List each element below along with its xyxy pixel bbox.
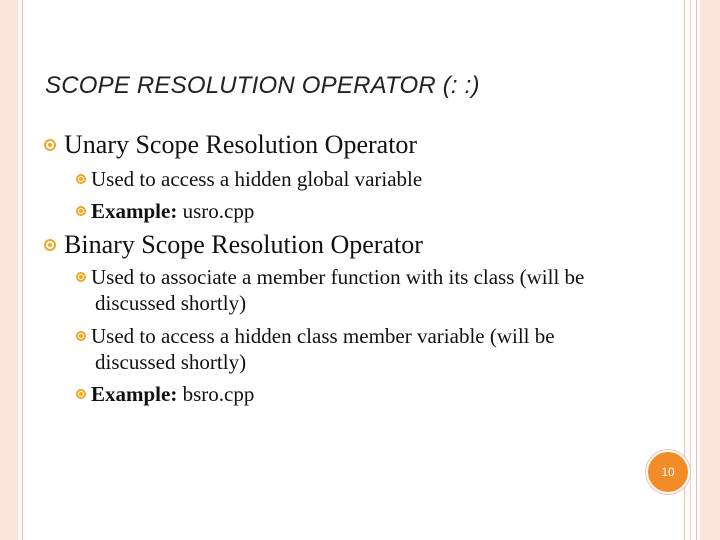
list-item xyxy=(76,264,635,316)
section-heading-text: Unary Scope Resolution Operator xyxy=(64,130,418,159)
right-frame-line xyxy=(690,0,691,540)
bullet-icon xyxy=(76,272,86,282)
page-number-badge xyxy=(646,450,690,494)
section-heading-unary xyxy=(44,130,417,160)
list-item xyxy=(76,198,616,224)
list-item-text: Used to access a hidden class member variable (will be discussed shortly) xyxy=(91,324,555,374)
bullet-icon xyxy=(76,389,86,399)
left-frame-border xyxy=(0,0,18,540)
example-label: Example: xyxy=(91,382,178,406)
bullet-icon xyxy=(76,206,86,216)
right-frame-border xyxy=(700,0,720,540)
example-label: Example: xyxy=(91,199,178,223)
bullet-icon xyxy=(44,239,56,251)
list-item-text: Used to access a hidden global variable xyxy=(91,167,423,191)
section-heading-text: Binary Scope Resolution Operator xyxy=(64,230,423,259)
example-filename: usro.cpp xyxy=(177,199,255,223)
list-item xyxy=(76,166,616,192)
bullet-icon xyxy=(76,174,86,184)
section-heading-binary xyxy=(44,230,423,260)
right-frame-line xyxy=(696,0,697,540)
page-number: 10 xyxy=(661,465,675,479)
left-frame-line xyxy=(22,0,23,540)
list-item-text: Used to associate a member function with its class (will be discussed shortly) xyxy=(91,265,585,315)
bullet-icon xyxy=(76,331,86,341)
list-item xyxy=(76,381,616,407)
example-filename: bsro.cpp xyxy=(177,382,255,406)
list-item xyxy=(76,323,635,375)
slide-title: SCOPE RESOLUTION OPERATOR (: :) xyxy=(45,72,480,99)
bullet-icon xyxy=(44,139,56,151)
